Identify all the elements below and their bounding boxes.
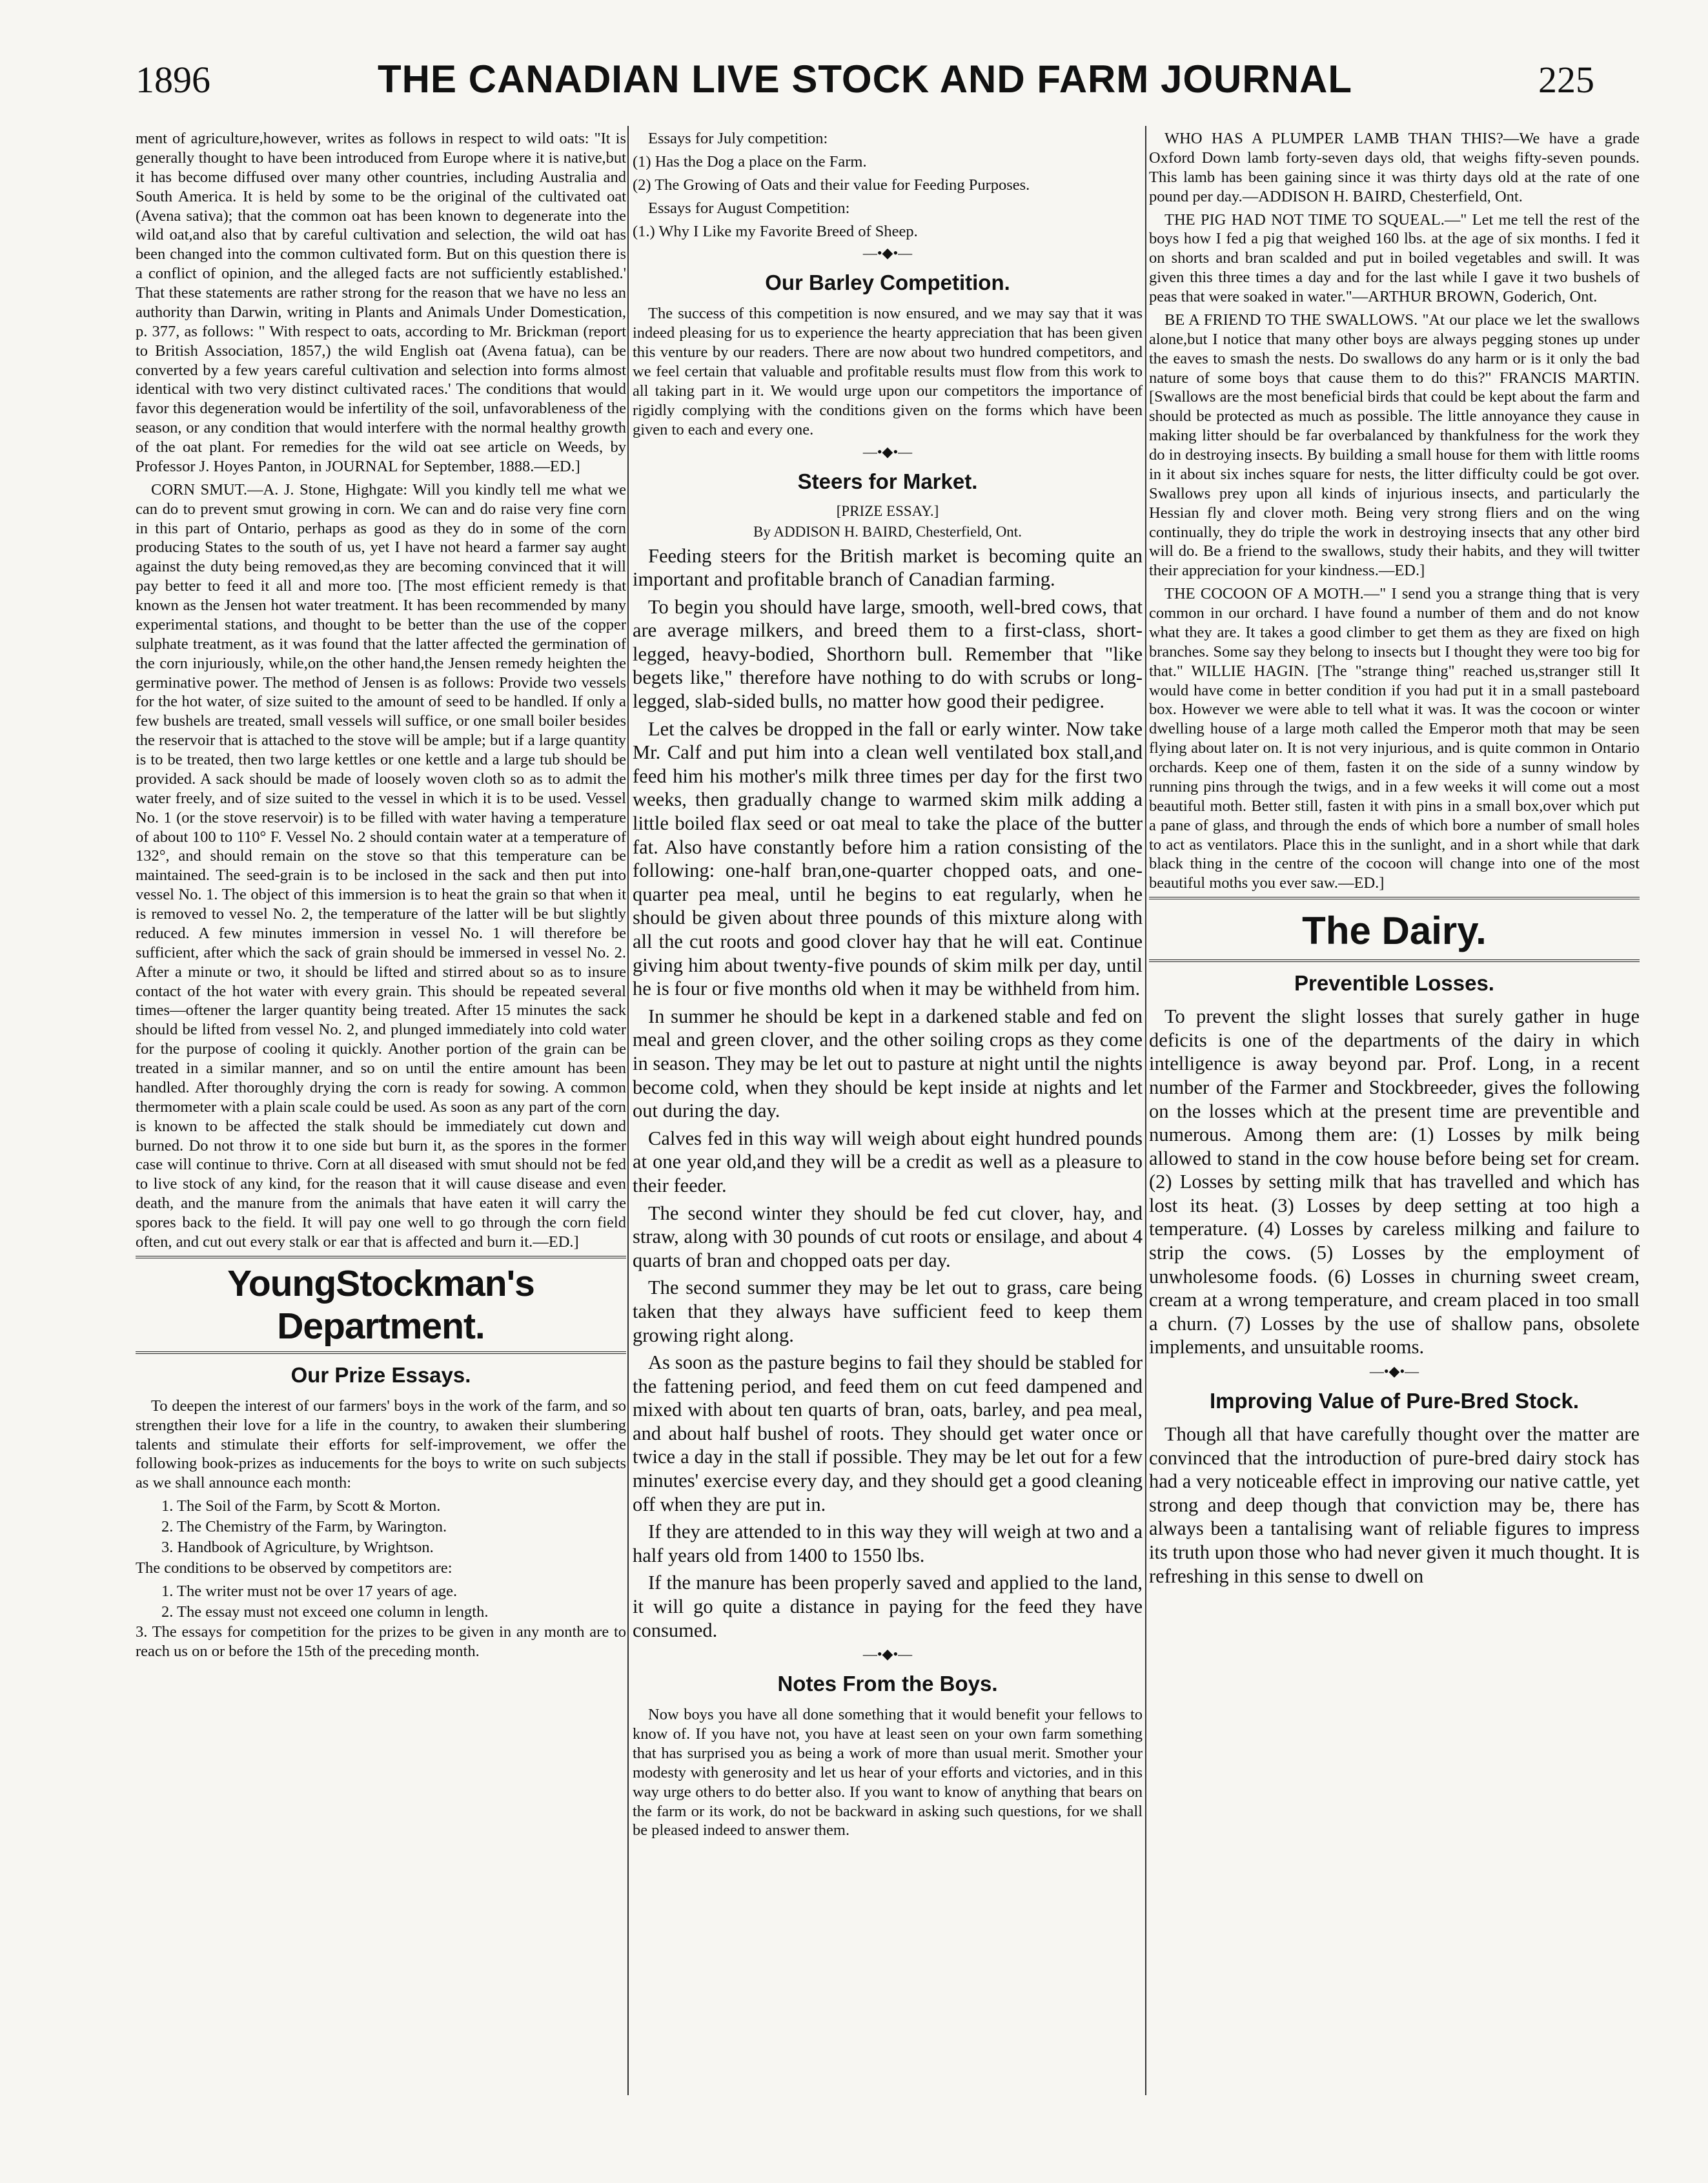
condition-2: 2. The essay must not exceed one column in length. bbox=[161, 1603, 489, 1621]
book-prize-2: 2. The Chemistry of the Farm, by Warington. bbox=[161, 1518, 447, 1535]
steers-paragraph-3: Let the calves be dropped in the fall or early winter. Now take Mr. Calf and put him into a clean well ventilated box stall,and feed him his mother's milk three times per day for the first two weeks, then gradually change to warmed skim milk adding a little boiled flax seed or oat meal to take the place of the butter fat. Also have constantly before him a ration consisting of the following: one-half bran,one-quarter chopped oats, and one-quarter pea meal, until he begins to eat regularly, when he should be given about three pounds of this mixture along with all the cut roots and good clover hay that he will eat. Continue giving him about twenty-five pounds of skim milk per day, until he is four or five months old when it may be withheld from him. bbox=[633, 717, 1143, 1000]
section-rule bbox=[136, 1256, 626, 1258]
cocoon-moth-text: THE COCOON OF A MOTH.—" I send you a strange thing that is very common in our orchard. I have found a number of them and do not know what they are. It takes a good climber to get them as they are fixed on high branches. Some say they belong to insects but I thought they were too big for that." WILLIE HAGIN. [The "strange thing" reached us,stranger still It would have come in better condition if you had put it in a small pasteboard box. However we were able to tell what it was. It was the cocoon or winter dwelling house of a large moth called the Emperor moth that may be seen flying about later on. It is not very injurious, and is quite common in Ontario orchards. Keep one of them, fasten it on the side of a sunny window by running pins through the twigs, and in a few weeks it will come out a most beautiful moth. Better still, fasten it with pins in a small box,over which put a pane of glass, and through the ends of which bore a number of small holes to act as ventilators. Place this in the sunlight, and in a short while that dark black thing in the centre of the cocoon will change into one of the most beautiful moths you ever saw.—ED.] bbox=[1149, 585, 1640, 892]
ornament-divider: —•◆•— bbox=[1369, 1363, 1419, 1380]
pure-bred-stock-heading: Improving Value of Pure-Bred Stock. bbox=[1209, 1389, 1580, 1413]
preventible-losses-text: To prevent the slight losses that surely gather in huge deficits is one of the departments of the dairy in which intelligence is away beyond par. Prof. Long, in a recent number of the Farmer and Stockbreeder, gives the following on the losses which at the present time are preventible and numerous. Among them are: (1) Losses by milk being allowed to stand in the cow house before being set for cream. (2) Losses by setting milk that has travelled and which has lost its heat. (3) Losses by deep setting at too high a temperature. (4) Losses by careless milking and failure to strip the cows. (5) Losses by the employment of unwholesome foods. (6) Losses in churning sweet cream, cream at a wrong temperature, and cream placed in too small a churn. (7) Losses by the use of shallow pans, obsolete implements, and unsuitable rooms. bbox=[1149, 1005, 1640, 1358]
barley-competition-text: The success of this competition is now ensured, and we may say that it was indeed pleasing for us to experience the hearty appreciation that has been given this venture by our readers. There are now about two hundred competitors, and we feel certain that valuable and profitable results must flow from this work to all taking part in it. We would urge upon our competitors the importance of rigidly complying with the conditions given on the forms which have been given to each and every one. bbox=[633, 305, 1143, 438]
page-number: 225 bbox=[1538, 59, 1594, 101]
swallows-text: BE A FRIEND TO THE SWALLOWS. "At our place we let the swallows alone,but I notice that many other boys are always pegging stones up under the eaves to smash the nests. Do swallows do any harm or is it only the bad nature of some boys that cause them to do this?" FRANCIS MARTIN. [Swallows are the most beneficial birds that could be kept about the farm and should be protected as much as possible. The little annoyance they cause in making litter should be far overbalanced by thankfulness for the work they do in destroying insects. By building a small house for them with little rooms in it about six inches square for nests, the litter difficulty could be got over. Swallows prey upon all kinds of injurious insects, and particularly the Hessian fly and clover moth. Being very strong fliers and on the wing continually, they do triple the work in destroying insects that any other bird will do. Be a friend to the swallows, study their habits, and they will twitter their appreciation for your kindness.—ED.] bbox=[1149, 311, 1640, 580]
young-stockman-heading: YoungStockman's Department. bbox=[227, 1262, 534, 1347]
august-essays-title: Essays for August Competition: bbox=[648, 199, 850, 217]
section-rule bbox=[1149, 897, 1640, 899]
essay-byline: By ADDISON H. BAIRD, Chesterfield, Ont. bbox=[753, 523, 1022, 540]
condition-3: 3. The essays for competition for the prizes to be given in any month are to reach us on or before the 15th of the preceding month. bbox=[136, 1623, 626, 1661]
steers-paragraph-6: The second winter they should be fed cut clover, hay, and straw, along with 30 pounds of cut roots or ensilage, and about 4 quarts of bran and chopped oats per day. bbox=[633, 1202, 1143, 1271]
august-essay-1: (1.) Why I Like my Favorite Breed of Sheep. bbox=[633, 222, 918, 240]
july-essay-1: (1) Has the Dog a place on the Farm. bbox=[633, 152, 867, 170]
corn-smut-text: CORN SMUT.—A. J. Stone, Highgate: Will you kindly tell me what we can do to prevent smut growing in corn. We can and do raise very fine corn in this part of Ontario, perhaps as good as they do in some of the corn producing States to the south of us, yet I have not heard a farmer say aught against the duty being removed,as they are becoming convinced that it will pay better to feed it all and more too. [The most efficient remedy is that known as the Jensen hot water treatment. It has been recommended by many experimental stations, and thought to be better than the use of the copper sulphate treatment, as it was found that the latter affected the germination of the corn injuriously, while,on the other hand,the Jensen remedy heighten the germinative power. The method of Jensen is as follows: Provide two vessels for the hot water, of size suited to the amount of seed to be handled. If only a few bushels are treated, small vessels will suffice, or one small boiler besides the reservoir that is attached to the stove will be ample; but if a large quantity is to be treated, then two large kettles or one kettle and a large tub should be provided. A sack should be made of loosely woven cloth so as to admit the water freely, and of size suited to the vessel in which it is to be used. Vessel No. 1 (or the stove reservoir) is to be filled with water having a temperature of about 100 to 110° F. Vessel No. 2 should contain water at a temperature of 132°, and should remain on the stove so that this temperature can be maintained. The seed-grain is to be inclosed in the sack and then put into vessel No. 1. The object of this immersion is to heat the grain so that when it is removed to vessel No. 2, the temperature of the latter will be but slightly reduced. A few minutes immersion in vessel No. 1 will therefore be sufficient, after which the sack of grain should be immersed in vessel No. 2. After a minute or two, it should be lifted and stirred about so as to insure contact of the hot water with every grain. This should be repeated several times—oftener the larger quantity being treated. After 15 minutes the sack should be lifted from vessel No. 2, and plunged immediately into cold water for the purpose of cooling it quickly. Another portion of the grain can be treated in a similar manner, and so on until the entire amount has been handled. After thoroughly drying the corn is ready for sowing. A common thermometer with a plain scale could be used. As soon as any part of the corn is known to be affected the stalk should be immediately cut down and burned. Do not throw it to one side but burn it, as the spores in the former case will continue to thrive. Corn at all diseased with smut should not be fed to live stock of any kind, for the reason that it will cause disease and even death, and the manure from the animals that have eaten it will carry the spores back to the field. It will pay one well to go through the corn field often, and cut out every stalk or ear that is affected and burn it.—ED.] bbox=[136, 480, 626, 1251]
column-right bbox=[1149, 129, 1640, 1592]
steers-paragraph-7: The second summer they may be let out to grass, care being taken that they always have sufficient feed to keep them growing right along. bbox=[633, 1276, 1143, 1346]
wild-oats-text: ment of agriculture,however, writes as follows in respect to wild oats: "It is generally thought to have been introduced from Europe where it is native,but it has become diffused over many other countries, including Australia and South America. It is held by some to be the original of the cultivated oat (Avena sativa); that the common oat has been known to degenerate into the wild oat,and also that by careful cultivation and selection, the wild oat has been changed into the common cultivated form. But on this question there is a conflict of opinion, and the alleged facts are not sufficiently established.' That these statements are rather strong for the reason that we have no less an authority than Darwin, writing in Plants and Animals Under Domestication, p. 377, as follows: " With respect to oats, according to Mr. Brickman (report to British Association, 1857,) the wild English oat (Avena fatua), can be converted by a few years careful cultivation and selection into forms almost identical with two very distinct cultivated races.' The conditions that would favor this degeneration would be infertility of the soil, unfavorableness of the season, or any condition that would interfere with the normal healthy growth of the oat plant. For remedies for the wild oat see article on Weeds, by Professor J. Hoyes Panton, in JOURNAL for September, 1888.—ED.] bbox=[136, 130, 626, 475]
notes-from-boys-text: Now boys you have all done something that it would benefit your fellows to know of. If you have not, you have at least seen on your own farm something that has surprised you as being a work of more than usual merit. Smother your modesty with generosity and let us hear of your efforts and victories, and in this way urge others to do better also. If you want to know of anything that bears on the farm or its work, do not be backward in asking such questions, for we shall be pleased indeed to answer them. bbox=[633, 1706, 1143, 1840]
column-rule-right bbox=[1145, 126, 1146, 2095]
column-rule-left bbox=[627, 126, 629, 2095]
steers-paragraph-5: Calves fed in this way will weigh about eight hundred pounds at one year old,and they will be a credit as well as a pleasure to their feeder. bbox=[633, 1127, 1143, 1196]
column-left bbox=[136, 129, 626, 1665]
pig-squeal-text: THE PIG HAD NOT TIME TO SQUEAL.—" Let me tell the rest of the boys how I fed a pig that weighed 160 lbs. at the age of six months. I fed it on shorts and bran scalded and put in boiled vegetables and swill. It was given this three times a day and for the last while I gave it two bushels of peas that were soaked in water."—ARTHUR BROWN, Goderich, Ont. bbox=[1149, 210, 1640, 305]
prize-intro-text: To deepen the interest of our farmers' boys in the work of the farm, and so strengthen their love for a life in the country, to awaken their slumbering talents and stimulate their efforts for self-improvement, we offer the following book-prizes as inducements for the boys to write on such subjects as we shall announce each month: bbox=[136, 1397, 626, 1492]
ornament-divider: —•◆•— bbox=[862, 443, 913, 460]
book-prize-1: 1. The Soil of the Farm, by Scott & Morton. bbox=[161, 1497, 441, 1515]
pure-bred-stock-text: Though all that have carefully thought over the matter are convinced that the introduction of pure-bred dairy stock has had a very noticeable effect in improving our native cattle, yet strong and deep though that conviction may be, there has always been a tantalising want of reliable figures to impress its truth upon those who had never given it much thought. It is refreshing in this sense to dwell on bbox=[1149, 1423, 1640, 1587]
prize-essays-heading: Our Prize Essays. bbox=[290, 1362, 471, 1387]
steers-paragraph-4: In summer he should be kept in a darkened stable and fed on meal and green clover, and the other soiling crops as they come in season. They may be let out to pasture at night until the nights become cold, when they should be kept inside at nights and let out during the day. bbox=[633, 1005, 1143, 1122]
journal-title: THE CANADIAN LIVE STOCK AND FARM JOURNAL bbox=[377, 57, 1353, 101]
steers-paragraph-2: To begin you should have large, smooth, well-bred cows, that are average milkers, and breed them to a first-class, short-legged, heavy-bodied, Shorthorn bull. Remember that "like begets like," therefore have nothing to do with scrubs or long-legged, slab-sided bulls, no matter how good their pedigree. bbox=[633, 595, 1143, 713]
ornament-divider: —•◆•— bbox=[862, 245, 913, 261]
july-essay-2: (2) The Growing of Oats and their value for Feeding Purposes. bbox=[633, 176, 1030, 194]
barley-competition-heading: Our Barley Competition. bbox=[765, 271, 1010, 295]
ornament-divider: —•◆•— bbox=[862, 1646, 913, 1663]
condition-1: 1. The writer must not be over 17 years of age. bbox=[161, 1582, 458, 1600]
header-year: 1896 bbox=[136, 59, 210, 101]
july-essays-title: Essays for July competition: bbox=[648, 130, 828, 147]
steers-paragraph-1: Feeding steers for the British market is becoming quite an important and profitable branch of Canadian farming. bbox=[633, 544, 1143, 591]
book-prize-3: 3. Handbook of Agriculture, by Wrightson. bbox=[161, 1538, 434, 1556]
steers-paragraph-8: As soon as the pasture begins to fail they should be stabled for the fattening period, and feed them on cut feed dampened and mixed with about ten quarts of bran, oats, barley, and pea meal, and about half bushel of roots. They should get water once or twice a day in the stall if possible. They may be let out for a few minutes' exercise every day, and they should get a good cleaning off when they are put in. bbox=[633, 1351, 1143, 1515]
plumper-lamb-text: WHO HAS A PLUMPER LAMB THAN THIS?—We have a grade Oxford Down lamb forty-seven days old, that weighs fifty-seven pounds. This lamb has been gaining since it was thirty days old at the rate of one pound per day.—ADDISON H. BAIRD, Chesterfield, Ont. bbox=[1149, 130, 1640, 205]
preventible-losses-heading: Preventible Losses. bbox=[1294, 971, 1494, 996]
conditions-intro: The conditions to be observed by competitors are: bbox=[136, 1559, 452, 1577]
dairy-heading: The Dairy. bbox=[1302, 909, 1487, 953]
steers-paragraph-10: If the manure has been properly saved and applied to the land, it will go quite a distance in paying for the feed they have consumed. bbox=[633, 1572, 1143, 1641]
steers-heading: Steers for Market. bbox=[797, 469, 978, 493]
steers-paragraph-9: If they are attended to in this way they will weigh at two and a half years old from 1400 to 1550 lbs. bbox=[633, 1521, 1143, 1566]
page-header bbox=[136, 52, 1594, 110]
prize-essay-tag: [PRIZE ESSAY.] bbox=[836, 502, 939, 519]
section-rule bbox=[1149, 959, 1640, 962]
notes-from-boys-heading: Notes From the Boys. bbox=[777, 1672, 998, 1696]
column-middle bbox=[633, 129, 1143, 1844]
section-rule bbox=[136, 1351, 626, 1354]
